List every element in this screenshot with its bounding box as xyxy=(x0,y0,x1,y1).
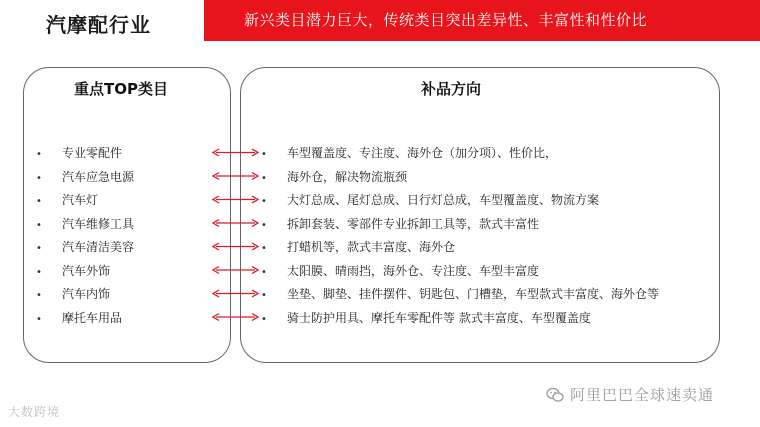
top-categories-heading: 重点TOP类目 xyxy=(74,80,168,98)
bullet: • xyxy=(36,172,42,184)
category-label: 汽车内饰 xyxy=(62,287,111,301)
category-label: 汽车灯 xyxy=(62,193,99,207)
bullet: • xyxy=(261,196,267,207)
double-arrow xyxy=(213,243,258,250)
supplement-direction-heading: 补品方向 xyxy=(421,80,482,98)
direction-text: 坐垫、脚垫、挂件摆件、钥匙包、门槽垫，车型款式丰富度、海外仓等 xyxy=(287,287,660,301)
watermark-left xyxy=(8,403,60,420)
watermark-right xyxy=(546,384,714,405)
category-label: 汽车外饰 xyxy=(62,263,111,278)
category-label: 摩托车用品 xyxy=(62,310,123,325)
direction-text: 骑士防护用具、摩托车零配件等 款式丰富度、车型覆盖度 xyxy=(287,310,591,325)
double-arrow xyxy=(213,290,258,297)
headline-banner: 新兴类目潜力巨大，传统类目突出差异性、丰富性和性价比 xyxy=(204,0,760,41)
direction-text: 太阳膜、晴雨挡，海外仓、专注度、车型丰富度 xyxy=(287,263,540,278)
bullet: • xyxy=(36,313,42,325)
bullet: • xyxy=(36,290,42,301)
bullet: • xyxy=(261,266,267,278)
direction-text: 海外仓，解决物流瓶颈 xyxy=(287,169,408,184)
bullet: • xyxy=(261,313,267,325)
bullet: • xyxy=(261,219,267,231)
direction-text: 车型覆盖度、专注度、海外仓（加分项）、性价比， xyxy=(287,146,558,160)
bullet: • xyxy=(36,149,42,160)
category-label: 专业零配件 xyxy=(62,146,123,160)
bullet: • xyxy=(261,290,267,301)
bullet: • xyxy=(36,266,42,278)
bullet: • xyxy=(36,219,42,231)
bullet: • xyxy=(36,243,42,254)
category-label: 汽车清洁美容 xyxy=(62,240,135,254)
double-arrow xyxy=(213,173,258,180)
double-arrow xyxy=(213,196,258,203)
bullet: • xyxy=(36,196,42,207)
bullet: • xyxy=(261,243,267,254)
double-arrow xyxy=(213,149,258,156)
page-title: 汽摩配行业 xyxy=(46,13,151,37)
category-label: 汽车维修工具 xyxy=(62,216,135,231)
double-arrow xyxy=(213,220,258,227)
direction-text: 打蜡机等，款式丰富度、海外仓 xyxy=(287,240,456,254)
watermark-right-text: 阿里巴巴全球速卖通 xyxy=(570,386,715,404)
watermark-left-text: 大数跨境 xyxy=(8,405,61,419)
category-label: 汽车应急电源 xyxy=(62,169,135,184)
double-arrow xyxy=(213,267,258,274)
bullet: • xyxy=(261,149,267,160)
direction-text: 拆卸套装、零部件专业拆卸工具等，款式丰富性 xyxy=(287,216,540,231)
bullet: • xyxy=(261,172,267,184)
direction-text: 大灯总成、尾灯总成、日行灯总成，车型覆盖度、物流方案 xyxy=(287,193,600,207)
double-arrow xyxy=(213,314,258,321)
wechat-icon xyxy=(546,386,564,404)
